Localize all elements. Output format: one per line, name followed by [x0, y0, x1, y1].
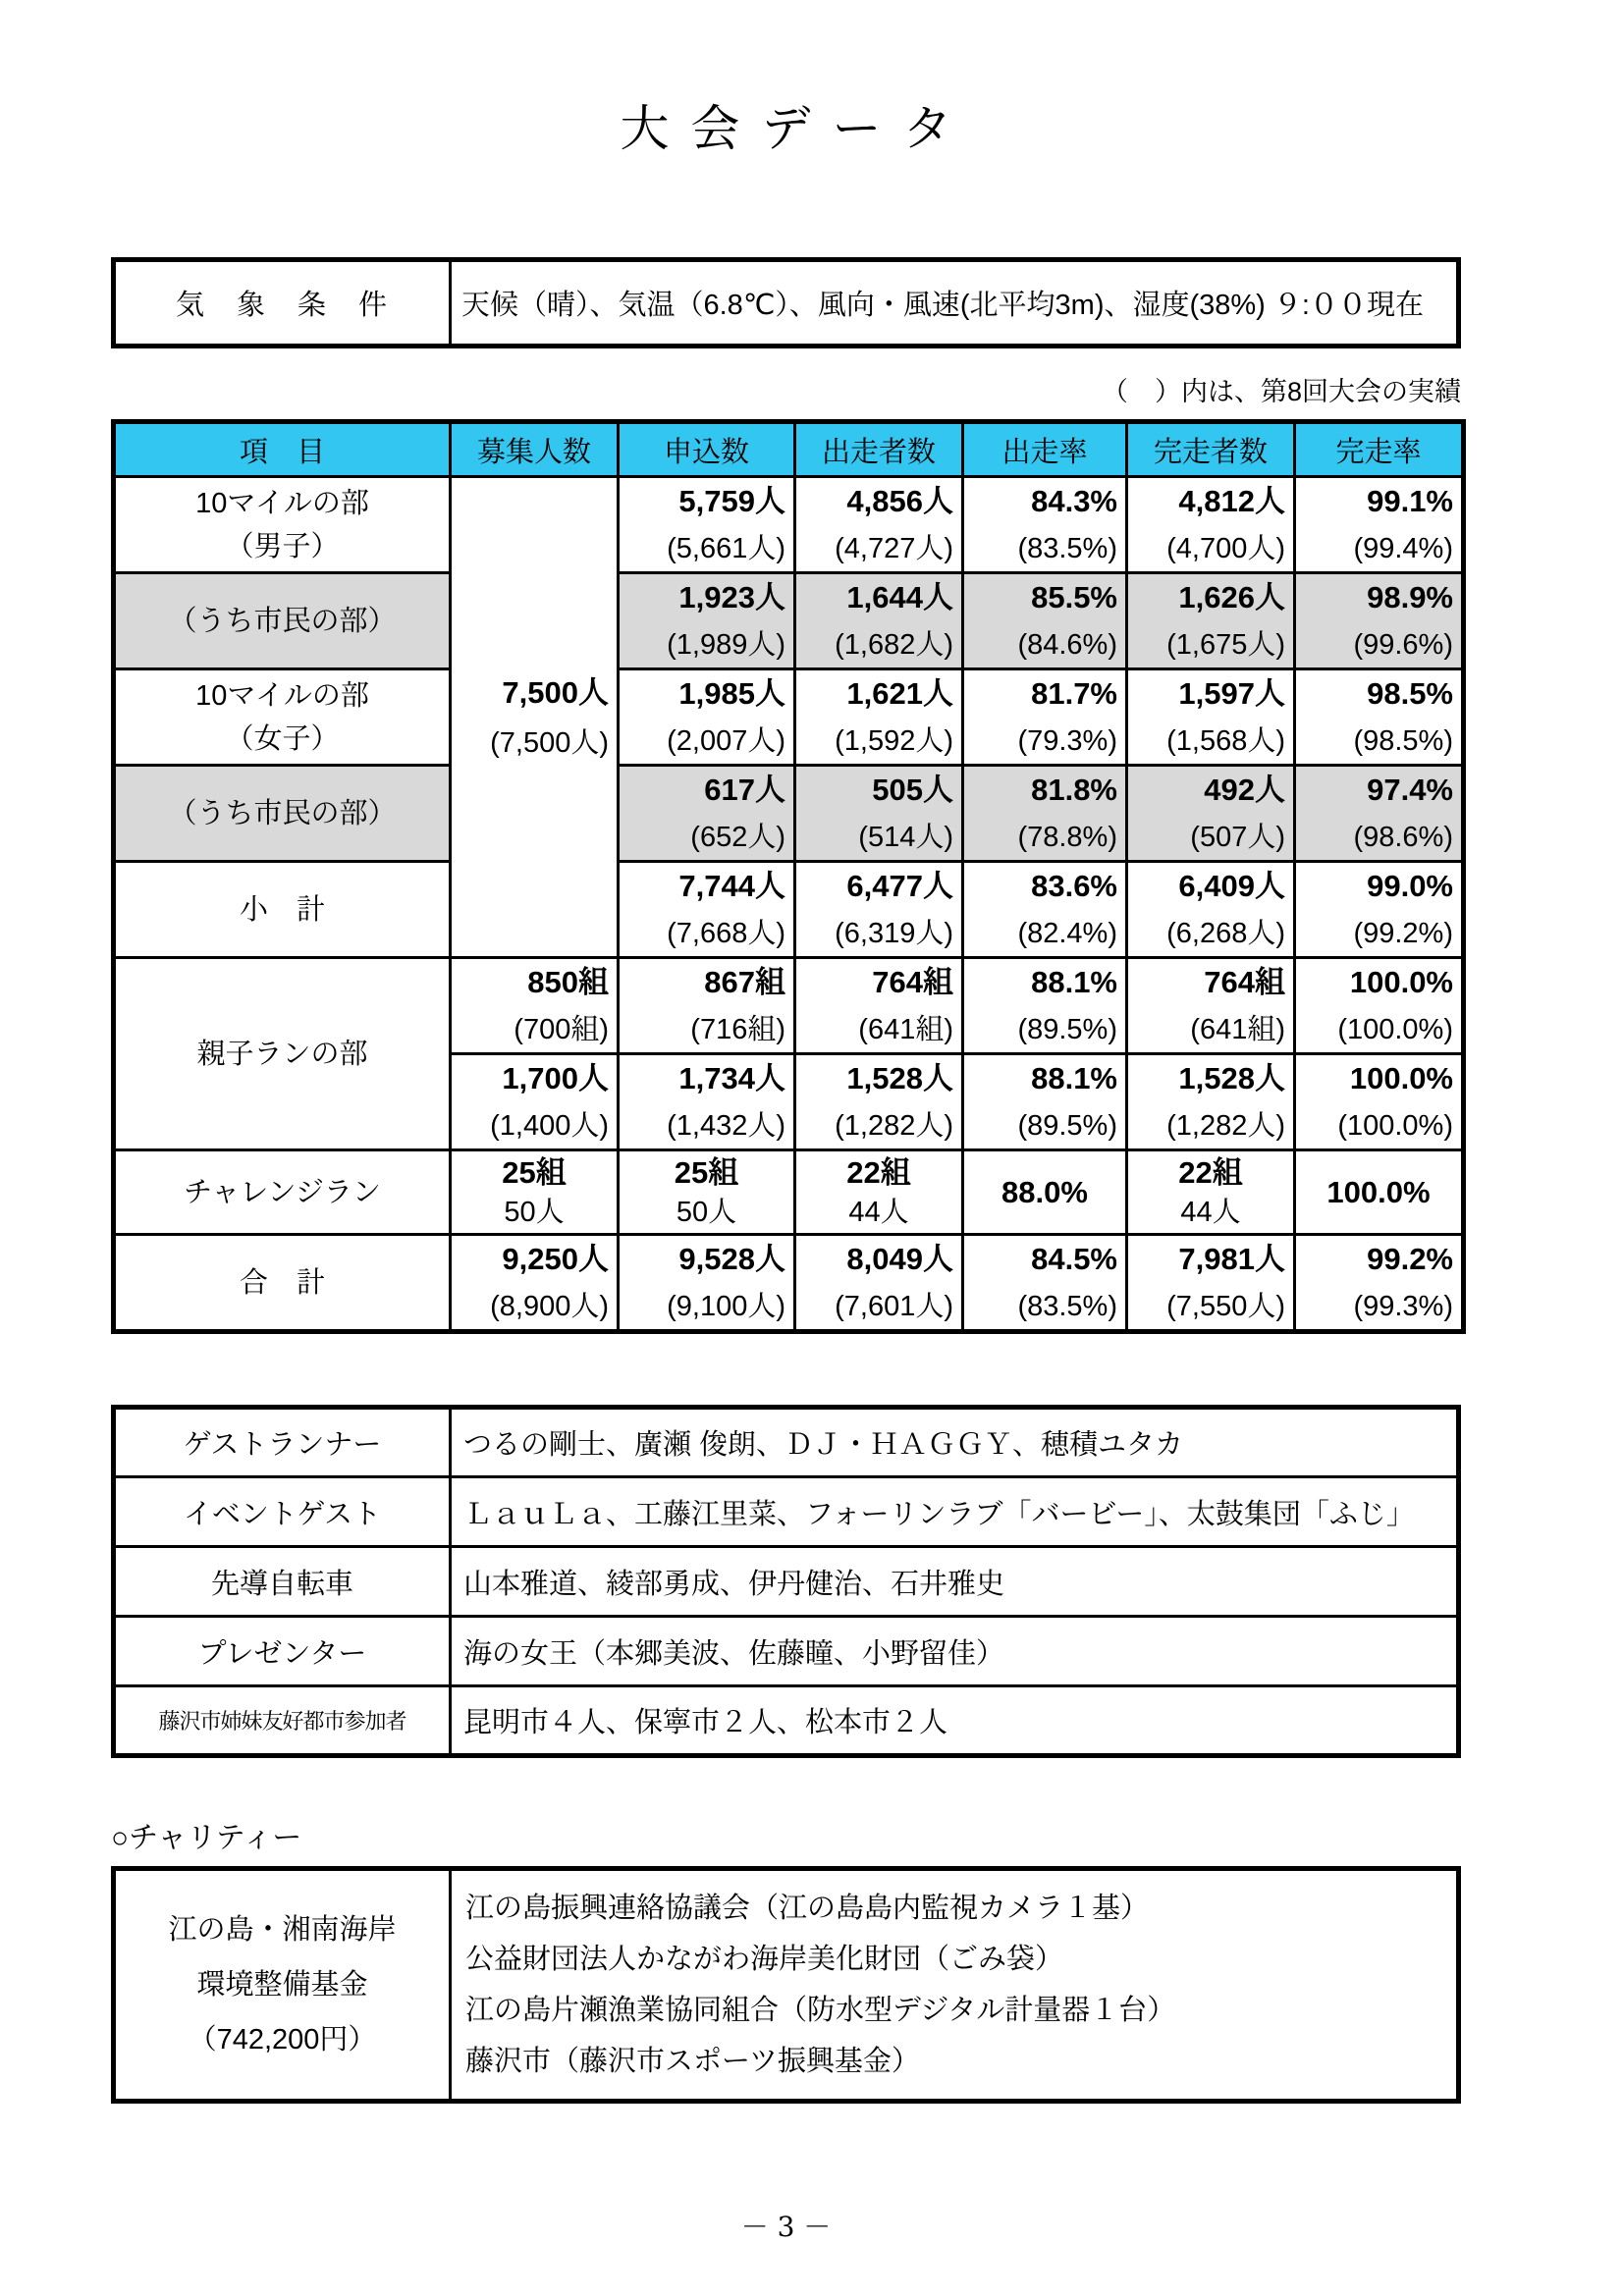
row-mile-men — [114, 477, 1464, 573]
guest-row — [114, 1547, 1459, 1617]
recruit-merged-cell — [451, 477, 619, 958]
paren-value: (5,661人) — [667, 533, 785, 564]
paren-value: (98.6%) — [1353, 822, 1453, 853]
row-mile-women-citizen — [114, 766, 1464, 862]
main-value: 6,409人 — [1178, 869, 1285, 903]
mile-women-citizen-start-rate-cell — [963, 766, 1127, 862]
main-value: 25組 — [674, 1155, 739, 1190]
main-value: 98.9% — [1367, 580, 1453, 614]
oyako-nin-started-cell — [795, 1054, 963, 1150]
mile-men-applied-cell — [619, 477, 795, 573]
header-item: 項 目 — [114, 422, 451, 477]
charity-item: 江の島振興連絡協議会（江の島島内監視カメラ１基） — [465, 1893, 1150, 1924]
mile-women-label-cell — [114, 669, 451, 766]
main-value: 81.8% — [1031, 773, 1117, 807]
page-content — [111, 0, 1461, 2245]
main-value: 22組 — [846, 1155, 911, 1190]
header-finish-rate: 完走率 — [1295, 422, 1464, 477]
paren-value: (1,592人) — [835, 725, 953, 757]
mile-women-applied-cell — [619, 669, 795, 766]
charity-heading: ○チャリティー — [111, 1822, 302, 1854]
main-value: 617人 — [704, 773, 785, 807]
total-started-cell — [795, 1235, 963, 1332]
oyako-kumi-started-cell — [795, 958, 963, 1054]
fund-name-line2: 環境整備基金 — [196, 1969, 368, 2001]
oyako-nin-start-rate-cell — [963, 1054, 1127, 1150]
main-value: 97.4% — [1367, 773, 1453, 807]
charity-item: 藤沢市（藤沢市スポーツ振興基金） — [465, 2046, 920, 2077]
main-value: 1,528人 — [846, 1061, 953, 1095]
main-value: 9,528人 — [678, 1242, 785, 1276]
paren-value: (1,675人) — [1166, 629, 1285, 661]
paren-value: (2,007人) — [667, 725, 785, 757]
mile-women-finish-rate-cell — [1295, 669, 1464, 766]
main-value: 1,528人 — [1178, 1061, 1285, 1095]
weather-value: 天候（晴）、気温（6.8℃）、風向・風速(北平均3m)、湿度(38%) ９:００現在 — [451, 260, 1459, 347]
paren-value: (1,282人) — [835, 1110, 953, 1142]
mile-men-citizen-applied-cell — [619, 573, 795, 669]
mile-women-start-rate-cell — [963, 669, 1127, 766]
row-label: （うち市民の部） — [168, 605, 397, 637]
total-start-rate-cell — [963, 1235, 1127, 1332]
guest-runner-value: つるの剛士、廣瀬 俊朗、ＤＪ・ＨＡＧＧＹ、穂積ユタカ — [451, 1408, 1459, 1477]
row-label: 合 計 — [239, 1266, 325, 1299]
main-value: 22組 — [1178, 1155, 1243, 1190]
mile-men-citizen-finished-cell — [1127, 573, 1295, 669]
sister-city-label: 藤沢市姉妹友好都市参加者 — [114, 1686, 451, 1756]
challenge-finish-rate-cell: 100.0% — [1295, 1150, 1464, 1235]
page-title: 大会データ — [620, 101, 974, 156]
mile-women-citizen-applied-cell — [619, 766, 795, 862]
main-value: 99.2% — [1367, 1242, 1453, 1276]
lead-bicycle-label: 先導自転車 — [114, 1547, 451, 1617]
results-header-row — [114, 422, 1464, 477]
paren-value: (641組) — [858, 1014, 953, 1045]
paren-value: (641組) — [1190, 1014, 1285, 1045]
charity-item: 公益財団法人かながわ海岸美化財団（ごみ袋） — [465, 1944, 1064, 1975]
main-value: 99.1% — [1367, 484, 1453, 518]
main-value: 764組 — [872, 965, 953, 999]
total-finished-cell — [1127, 1235, 1295, 1332]
mile-men-start-rate-cell — [963, 477, 1127, 573]
paren-value: (4,727人) — [835, 533, 953, 564]
total-finish-rate-cell — [1295, 1235, 1464, 1332]
main-value: 88.1% — [1031, 965, 1117, 999]
paren-value: (82.4%) — [1017, 918, 1117, 949]
paren-value: (700組) — [514, 1014, 609, 1045]
event-guest-label: イベントゲスト — [114, 1477, 451, 1547]
main-value: 764組 — [1204, 965, 1285, 999]
event-guest-value: ＬａｕＬａ、工藤江里菜、フォーリンラブ「バービー」、太鼓集団「ふじ」 — [451, 1477, 1459, 1547]
main-value: 100.0% — [1349, 1061, 1453, 1095]
weather-row — [114, 260, 1459, 347]
sub-value: 44人 — [848, 1197, 909, 1228]
oyako-kumi-recruit-cell — [451, 958, 619, 1054]
main-value: 1,923人 — [678, 580, 785, 614]
paren-value: (89.5%) — [1017, 1014, 1117, 1045]
header-recruit: 募集人数 — [451, 422, 619, 477]
guest-row — [114, 1617, 1459, 1686]
paren-value: (514人) — [858, 822, 953, 853]
oyako-kumi-finished-cell — [1127, 958, 1295, 1054]
sub-value: 50人 — [504, 1197, 565, 1228]
sub-value: 44人 — [1180, 1197, 1241, 1228]
row-oyako-kumi — [114, 958, 1464, 1054]
mile-women-citizen-finished-cell — [1127, 766, 1295, 862]
presenter-label: プレゼンター — [114, 1617, 451, 1686]
main-value: 7,744人 — [678, 869, 785, 903]
mile-men-citizen-started-cell — [795, 573, 963, 669]
oyako-kumi-start-rate-cell — [963, 958, 1127, 1054]
results-table — [111, 419, 1466, 1334]
sub-value: 50人 — [676, 1197, 737, 1228]
mile-women-started-cell — [795, 669, 963, 766]
lead-bicycle-value: 山本雅道、綾部勇成、伊丹健治、石井雅史 — [451, 1547, 1459, 1617]
header-started: 出走者数 — [795, 422, 963, 477]
note-previous-results: （ ）内は、第8回大会の実績 — [1101, 377, 1461, 406]
paren-value: (7,550人) — [1166, 1291, 1285, 1322]
main-value: 1,700人 — [502, 1061, 609, 1095]
row-label-sub: （男子） — [225, 530, 340, 562]
main-value: 7,981人 — [1178, 1242, 1285, 1276]
challenge-finished-cell — [1127, 1150, 1295, 1235]
weather-table — [111, 257, 1461, 348]
mile-men-citizen-label-cell — [114, 573, 451, 669]
main-value: 1,597人 — [1178, 676, 1285, 711]
paren-value: (9,100人) — [667, 1291, 785, 1322]
total-applied-cell — [619, 1235, 795, 1332]
oyako-nin-finish-rate-cell — [1295, 1054, 1464, 1150]
charity-table — [111, 1866, 1461, 2104]
main-value: 6,477人 — [846, 869, 953, 903]
main-value: 4,812人 — [1178, 484, 1285, 518]
challenge-started-cell — [795, 1150, 963, 1235]
paren-value: (652人) — [690, 822, 785, 853]
paren-value: (716組) — [690, 1014, 785, 1045]
mile-men-citizen-start-rate-cell — [963, 573, 1127, 669]
row-challenge — [114, 1150, 1464, 1235]
main-value: 84.5% — [1031, 1242, 1117, 1276]
total-recruit-cell — [451, 1235, 619, 1332]
subtotal-label-cell — [114, 862, 451, 958]
guest-row — [114, 1408, 1459, 1477]
main-value: 9,250人 — [502, 1242, 609, 1276]
paren-value: (7,500人) — [490, 726, 609, 759]
oyako-kumi-finish-rate-cell — [1295, 958, 1464, 1054]
paren-value: (1,568人) — [1166, 725, 1285, 757]
header-start-rate: 出走率 — [963, 422, 1127, 477]
main-value: 505人 — [872, 773, 953, 807]
paren-value: (99.6%) — [1353, 629, 1453, 661]
mile-women-citizen-finish-rate-cell — [1295, 766, 1464, 862]
presenter-value: 海の女王（本郷美波、佐藤瞳、小野留佳） — [451, 1617, 1459, 1686]
header-finished: 完走者数 — [1127, 422, 1295, 477]
paren-value: (98.5%) — [1353, 725, 1453, 757]
challenge-applied-cell — [619, 1150, 795, 1235]
main-value: 98.5% — [1367, 676, 1453, 711]
paren-value: (83.5%) — [1017, 1291, 1117, 1322]
oyako-nin-finished-cell — [1127, 1054, 1295, 1150]
row-label: チャレンジラン — [184, 1176, 381, 1208]
paren-value: (99.2%) — [1353, 918, 1453, 949]
paren-value: (83.5%) — [1017, 533, 1117, 564]
main-value: 850組 — [527, 965, 609, 999]
oyako-nin-recruit-cell — [451, 1054, 619, 1150]
row-label: 10マイルの部 — [195, 679, 369, 712]
paren-value: (6,319人) — [835, 918, 953, 949]
main-value: 25組 — [502, 1155, 567, 1190]
main-value: 7,500人 — [502, 674, 609, 710]
guest-row — [114, 1686, 1459, 1756]
row-subtotal — [114, 862, 1464, 958]
fund-name-line1: 江の島・湘南海岸 — [168, 1914, 397, 1946]
paren-value: (507人) — [1190, 822, 1285, 853]
row-label: 小 計 — [239, 893, 325, 926]
main-value: 1,985人 — [678, 676, 785, 711]
main-value: 1,734人 — [678, 1061, 785, 1095]
mile-men-finished-cell — [1127, 477, 1295, 573]
subtotal-start-rate-cell — [963, 862, 1127, 958]
row-mile-women — [114, 669, 1464, 766]
subtotal-started-cell — [795, 862, 963, 958]
main-value: 83.6% — [1031, 869, 1117, 903]
main-value: 84.3% — [1031, 484, 1117, 518]
paren-value: (1,282人) — [1166, 1110, 1285, 1142]
main-value: 8,049人 — [846, 1242, 953, 1276]
paren-value: (100.0%) — [1337, 1014, 1453, 1045]
paren-value: (84.6%) — [1017, 629, 1117, 661]
main-value: 1,621人 — [846, 676, 953, 711]
page-number: － 3 － — [740, 2211, 832, 2243]
row-total — [114, 1235, 1464, 1332]
main-value: 5,759人 — [678, 484, 785, 518]
row-label: 親子ランの部 — [196, 1038, 368, 1070]
header-applied: 申込数 — [619, 422, 795, 477]
paren-value: (8,900人) — [490, 1291, 609, 1322]
mile-men-label-cell — [114, 477, 451, 573]
charity-row — [114, 1869, 1459, 2102]
subtotal-applied-cell — [619, 862, 795, 958]
mile-men-started-cell — [795, 477, 963, 573]
mile-men-finish-rate-cell — [1295, 477, 1464, 573]
main-value: 85.5% — [1031, 580, 1117, 614]
main-value: 99.0% — [1367, 869, 1453, 903]
weather-label: 気 象 条 件 — [114, 260, 451, 347]
main-value: 1,644人 — [846, 580, 953, 614]
oyako-kumi-applied-cell — [619, 958, 795, 1054]
subtotal-finished-cell — [1127, 862, 1295, 958]
charity-items-cell — [451, 1869, 1459, 2102]
paren-value: (1,432人) — [667, 1110, 785, 1142]
paren-value: (99.3%) — [1353, 1291, 1453, 1322]
subtotal-finish-rate-cell — [1295, 862, 1464, 958]
fund-amount: （742,200円） — [188, 2024, 377, 2056]
guests-table — [111, 1405, 1461, 1758]
paren-value: (1,400人) — [490, 1110, 609, 1142]
row-label-sub: （女子） — [225, 722, 340, 755]
main-value: 100.0% — [1349, 965, 1453, 999]
challenge-start-rate-cell: 88.0% — [963, 1150, 1127, 1235]
mile-women-citizen-started-cell — [795, 766, 963, 862]
paren-value: (1,682人) — [835, 629, 953, 661]
main-value: 88.1% — [1031, 1061, 1117, 1095]
oyako-label-cell — [114, 958, 451, 1150]
paren-value: (1,989人) — [667, 629, 785, 661]
charity-item: 江の島片瀬漁業協同組合（防水型デジタル計量器１台） — [465, 1995, 1176, 2026]
main-value: 81.7% — [1031, 676, 1117, 711]
guest-row — [114, 1477, 1459, 1547]
paren-value: (7,668人) — [667, 918, 785, 949]
paren-value: (4,700人) — [1166, 533, 1285, 564]
main-value: 4,856人 — [846, 484, 953, 518]
sister-city-value: 昆明市４人、保寧市２人、松本市２人 — [451, 1686, 1459, 1756]
paren-value: (100.0%) — [1337, 1110, 1453, 1142]
main-value: 1,626人 — [1178, 580, 1285, 614]
paren-value: (99.4%) — [1353, 533, 1453, 564]
oyako-nin-applied-cell — [619, 1054, 795, 1150]
paren-value: (6,268人) — [1166, 918, 1285, 949]
row-mile-men-citizen — [114, 573, 1464, 669]
row-label: 10マイルの部 — [195, 487, 369, 519]
paren-value: (7,601人) — [835, 1291, 953, 1322]
total-label-cell — [114, 1235, 451, 1332]
paren-value: (89.5%) — [1017, 1110, 1117, 1142]
charity-fund-cell — [114, 1869, 451, 2102]
mile-men-citizen-finish-rate-cell — [1295, 573, 1464, 669]
guest-runner-label: ゲストランナー — [114, 1408, 451, 1477]
challenge-recruit-cell — [451, 1150, 619, 1235]
mile-women-citizen-label-cell — [114, 766, 451, 862]
challenge-label-cell — [114, 1150, 451, 1235]
paren-value: (79.3%) — [1017, 725, 1117, 757]
paren-value: (78.8%) — [1017, 822, 1117, 853]
mile-women-finished-cell — [1127, 669, 1295, 766]
main-value: 492人 — [1204, 773, 1285, 807]
main-value: 867組 — [704, 965, 785, 999]
row-label: （うち市民の部） — [168, 797, 397, 829]
